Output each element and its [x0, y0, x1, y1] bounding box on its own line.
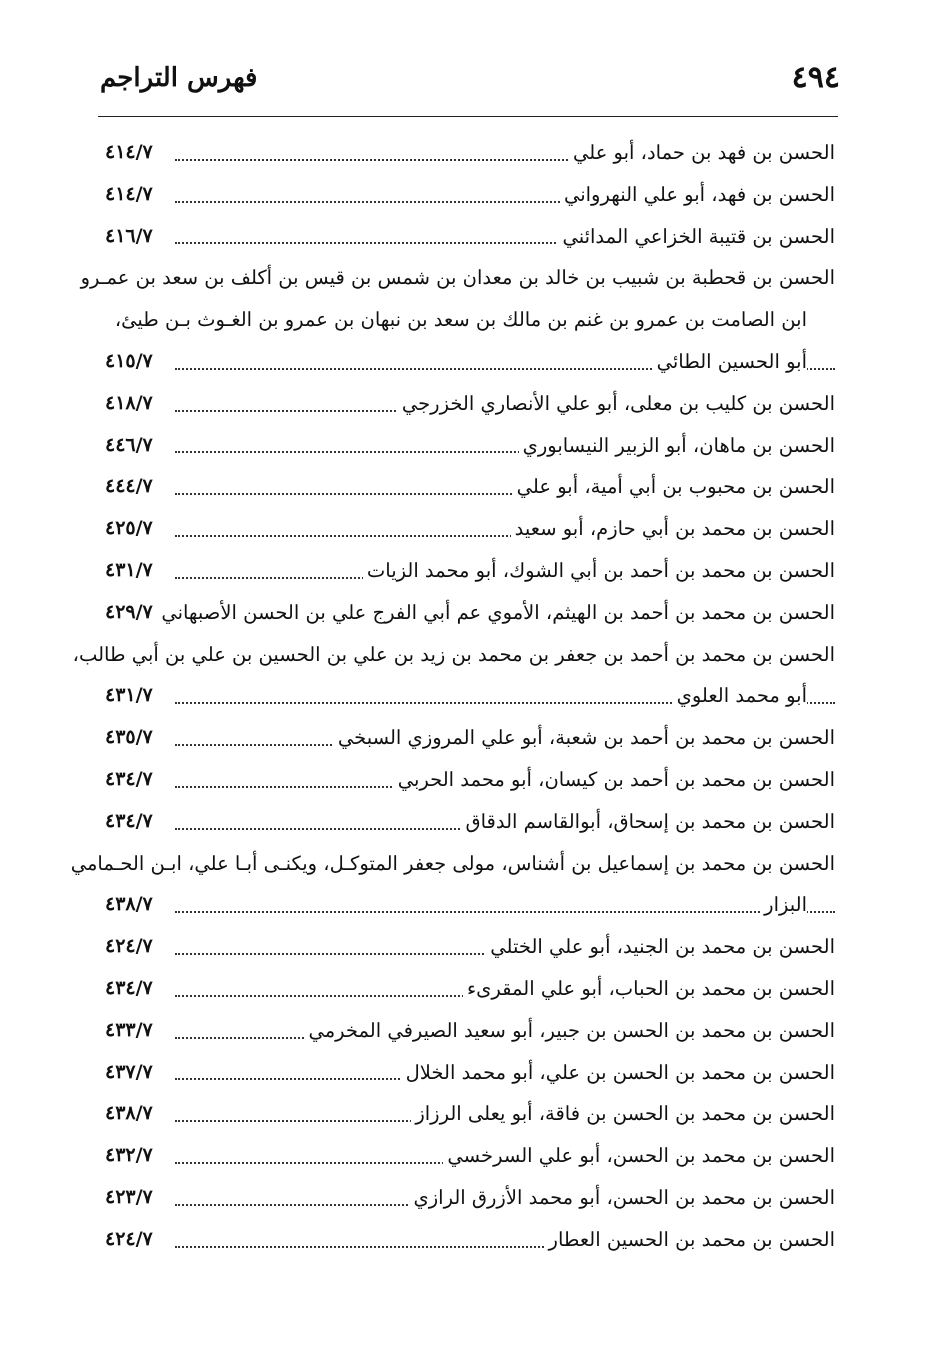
- entry-name-text: الحسن بن محمد بن الحباب، أبو علي المقرىء: [463, 968, 835, 1010]
- index-entry: [105, 425, 835, 467]
- index-entry: [105, 216, 835, 258]
- index-entry: [105, 801, 835, 843]
- entry-name-text: أبو محمد العلوي: [673, 675, 807, 717]
- index-entry: [105, 1177, 835, 1219]
- index-entry-continuation: [105, 675, 835, 717]
- index-entry: [105, 508, 835, 550]
- entry-name-text: الحسن بن محمد بن إسماعيل بن أشناس، مولى جعفر المتوكـل، ويكنـى أبـا علي، ابـن الحـمامي: [67, 843, 835, 885]
- index-entry: [105, 1010, 835, 1052]
- entry-volume-page-ref: ٤٣٨/٧: [105, 893, 153, 916]
- entry-name-text: الحسن بن ماهان، أبو الزبير النيسابوري: [519, 425, 835, 467]
- entry-volume-page-ref: ٤٢٥/٧: [105, 517, 153, 540]
- index-entry: [105, 174, 835, 216]
- running-title: فهرس التراجم: [100, 63, 258, 93]
- entry-volume-page-ref: ٤٢٤/٧: [105, 1227, 153, 1250]
- index-entry: [105, 1093, 835, 1135]
- entry-name-text: الحسن بن محمد بن الحسين العطار: [545, 1219, 835, 1261]
- entry-name-text: الحسن بن محمد بن أحمد بن جعفر بن محمد بن زيد بن علي بن الحسين بن علي بن أبي طالب،: [69, 634, 835, 676]
- entry-name-text: الحسن بن محمد بن الحسن، أبو علي السرخسي: [443, 1135, 835, 1177]
- entry-name-text: ابن الصامت بن عمرو بن غنم بن مالك بن سعد بن نبهان بن عمرو بن الغـوث بـن طيئ،: [111, 299, 807, 341]
- entry-name-text: الحسن بن فهد، أبو علي النهرواني: [560, 174, 835, 216]
- index-entry: [105, 1219, 835, 1261]
- index-entry: [105, 592, 835, 634]
- index-entry: [105, 466, 835, 508]
- entry-volume-page-ref: ٤٣٥/٧: [105, 726, 153, 749]
- index-entry: [105, 717, 835, 759]
- entry-volume-page-ref: ٤١٨/٧: [105, 391, 153, 414]
- entry-volume-page-ref: ٤٢٣/٧: [105, 1185, 153, 1208]
- header-rule: [98, 116, 838, 117]
- entry-volume-page-ref: ٤٤٦/٧: [105, 433, 153, 456]
- entry-volume-page-ref: ٤٣٣/٧: [105, 1018, 153, 1041]
- page-header: [100, 58, 840, 102]
- index-entry: [105, 1052, 835, 1094]
- entry-name-text: الحسن بن محمد بن الحسن، أبو محمد الأزرق الرازي: [409, 1177, 835, 1219]
- index-entry: [105, 550, 835, 592]
- entry-name-text: الحسن بن فهد بن حماد، أبو علي: [569, 132, 835, 174]
- index-entry-continuation: [105, 299, 835, 341]
- index-entry-continuation: [105, 884, 835, 926]
- entry-volume-page-ref: ٤٢٩/٧: [105, 600, 153, 623]
- entry-name-text: الحسن بن محمد بن الجنيد، أبو علي الختلي: [486, 926, 835, 968]
- entry-name-text: الحسن بن محمد بن أبي حازم، أبو سعيد: [511, 508, 835, 550]
- index-entry: [105, 132, 835, 174]
- entry-name-text: الحسن بن محمد بن أحمد بن أبي الشوك، أبو محمد الزيات: [363, 550, 835, 592]
- entry-volume-page-ref: ٤٣٢/٧: [105, 1144, 153, 1167]
- entry-name-text: الحسن بن قتيبة الخزاعي المدائني: [558, 216, 835, 258]
- index-entry: [105, 759, 835, 801]
- entry-name-text: الحسن بن محبوب بن أبي أمية، أبو علي: [513, 466, 835, 508]
- entry-name-text: الحسن بن محمد بن أحمد بن الهيثم، الأموي عم أبي الفرج علي بن الحسن الأصبهاني: [157, 592, 835, 634]
- entry-volume-page-ref: ٤١٥/٧: [105, 349, 153, 372]
- entry-name-text: الحسن بن قحطبة بن شبيب بن خالد بن معدان بن شمس بن قيس بن أكلف بن سعد بن عمـرو: [77, 257, 835, 299]
- entry-name-text: الحسن بن محمد بن أحمد بن شعبة، أبو علي المروزي السبخي: [334, 717, 835, 759]
- entry-name-text: الحسن بن محمد بن الحسن بن فاقة، أبو يعلى الرزاز: [411, 1093, 835, 1135]
- entry-volume-page-ref: ٤٣٤/٧: [105, 767, 153, 790]
- index-entry: [105, 383, 835, 425]
- biography-index-list: [70, 132, 835, 1261]
- entry-volume-page-ref: ٤٣٤/٧: [105, 809, 153, 832]
- index-entry: [80, 257, 835, 299]
- entry-volume-page-ref: ٤١٦/٧: [105, 224, 153, 247]
- entry-name-text: الحسن بن محمد بن الحسن بن جبير، أبو سعيد الصيرفي المخرمي: [304, 1010, 835, 1052]
- entry-name-text: الحسن بن محمد بن إسحاق، أبوالقاسم الدقاق: [461, 801, 835, 843]
- entry-volume-page-ref: ٤١٤/٧: [105, 182, 153, 205]
- index-entry: [70, 843, 835, 885]
- entry-volume-page-ref: ٤٣٤/٧: [105, 976, 153, 999]
- entry-name-text: الحسن بن محمد بن أحمد بن كيسان، أبو محمد الحربي: [394, 759, 835, 801]
- entry-volume-page-ref: ٤٣٨/٧: [105, 1102, 153, 1125]
- entry-name-text: البزار: [760, 884, 807, 926]
- index-entry: [105, 968, 835, 1010]
- index-entry: [105, 1135, 835, 1177]
- entry-volume-page-ref: ٤٣١/٧: [105, 558, 153, 581]
- index-entry: [72, 634, 835, 676]
- entry-volume-page-ref: ٤٣٧/٧: [105, 1060, 153, 1083]
- entry-volume-page-ref: ٤٢٤/٧: [105, 935, 153, 958]
- page-number: ٤٩٤: [791, 60, 840, 95]
- index-entry-continuation: [105, 341, 835, 383]
- index-entry: [105, 926, 835, 968]
- entry-volume-page-ref: ٤٣١/٧: [105, 684, 153, 707]
- dot-leader: [175, 911, 835, 913]
- entry-volume-page-ref: ٤١٤/٧: [105, 141, 153, 163]
- entry-volume-page-ref: ٤٤٤/٧: [105, 475, 153, 498]
- entry-name-text: أبو الحسين الطائي: [653, 341, 807, 383]
- entry-name-text: الحسن بن كليب بن معلى، أبو علي الأنصاري الخزرجي: [398, 383, 835, 425]
- entry-name-text: الحسن بن محمد بن الحسن بن علي، أبو محمد الخلال: [402, 1052, 835, 1094]
